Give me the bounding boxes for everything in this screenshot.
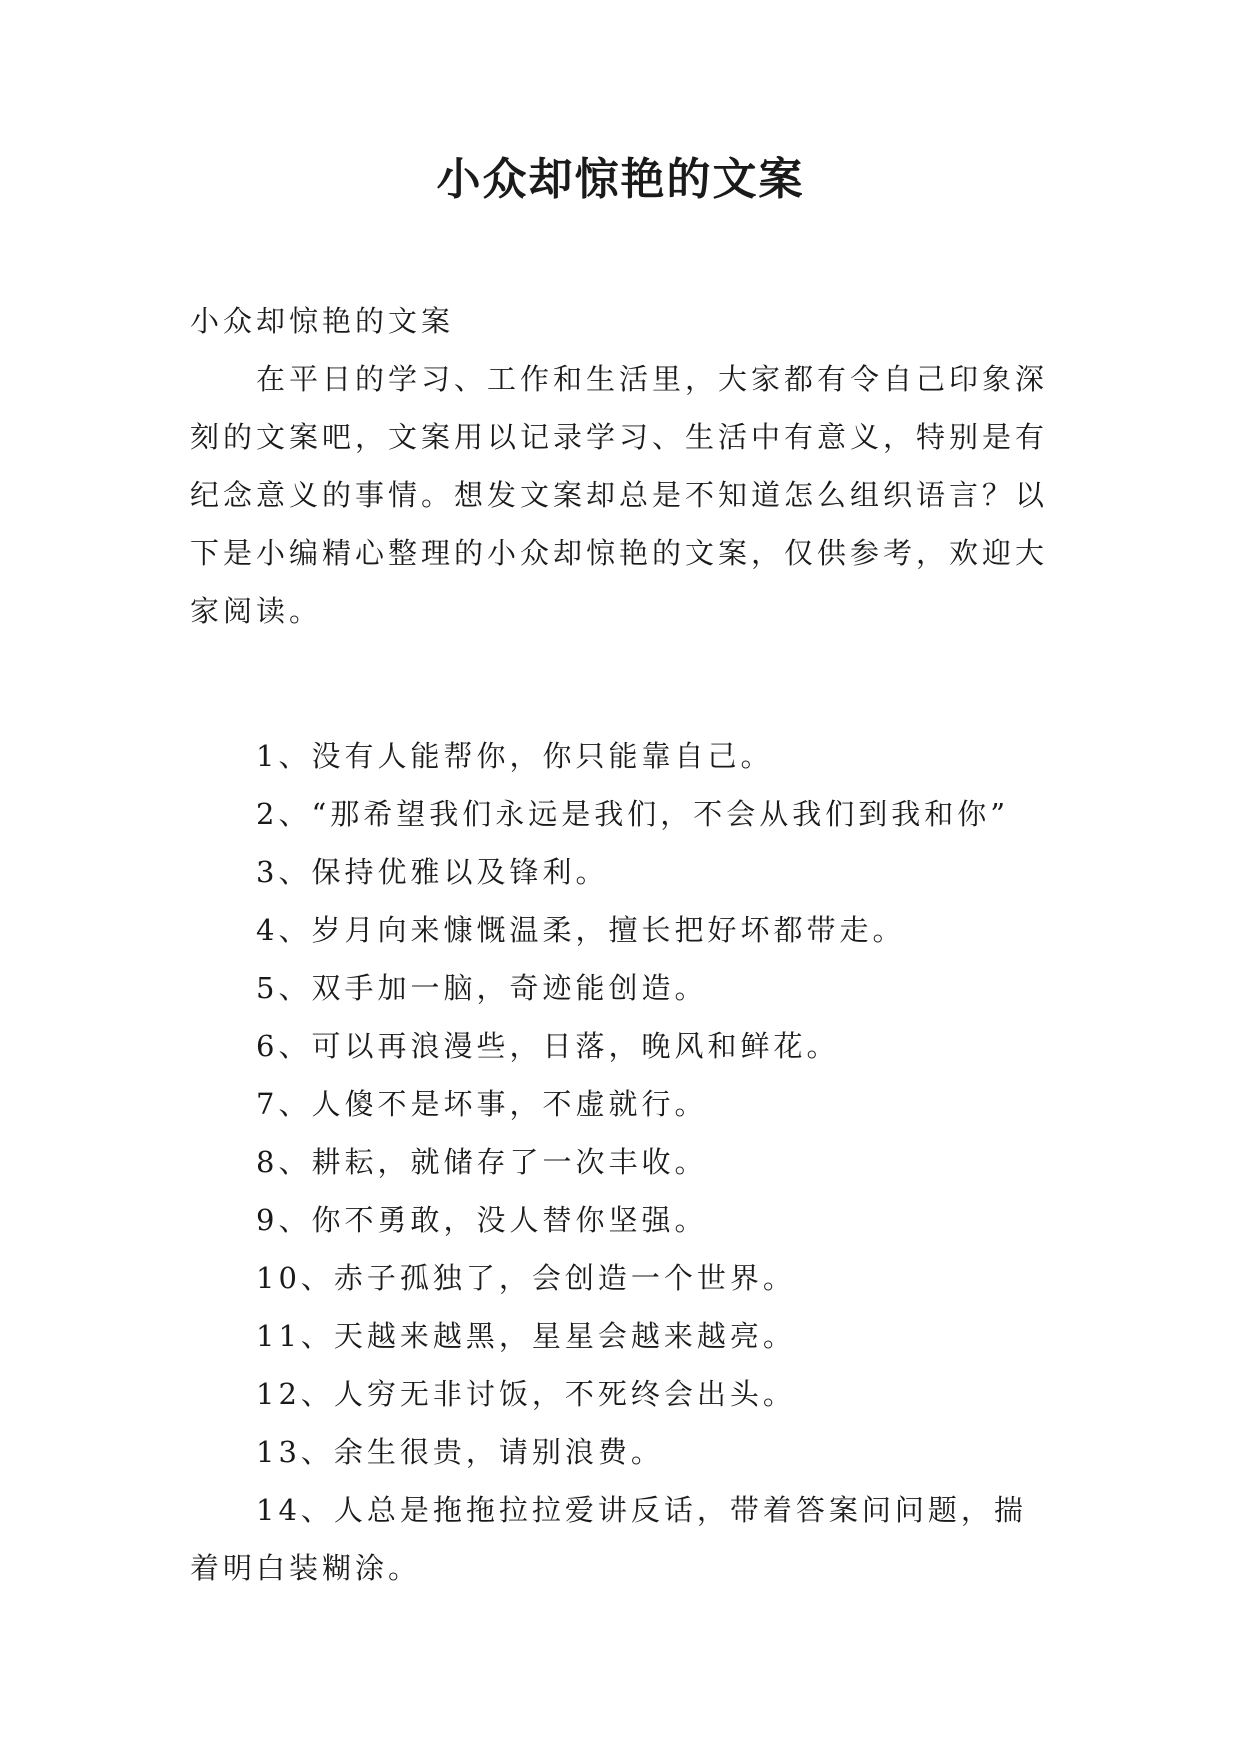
list-item: 13、余生很贵，请别浪费。 — [256, 1435, 664, 1469]
list-item: 9、你不勇敢，没人替你坚强。 — [256, 1203, 708, 1237]
list-item: 4、岁月向来慷慨温柔，擅长把好坏都带走。 — [256, 913, 906, 947]
paragraph-spacer — [190, 640, 1054, 727]
list-item: 12、人穷无非讨饭，不死终会出头。 — [256, 1377, 796, 1411]
intro-paragraph: 在平日的学习、工作和生活里，大家都有令自己印象深刻的文案吧，文案用以记录学习、生活中有意义，特别是有纪念意义的事情。想发文案却总是不知道怎么组织语言？以下是小编精心整理的小众却惊艳的文案，仅供参考，欢迎大家阅读。 — [190, 362, 1049, 628]
list-item: 11、天越来越黑，星星会越来越亮。 — [256, 1319, 796, 1353]
list-item: 10、赤子孤独了，会创造一个世界。 — [256, 1261, 796, 1295]
list-item: 3、保持优雅以及锋利。 — [256, 855, 609, 889]
document-subtitle: 小众却惊艳的文案 — [190, 304, 455, 338]
list-item: 8、耕耘，就储存了一次丰收。 — [256, 1145, 708, 1179]
list-item: 5、双手加一脑，奇迹能创造。 — [256, 971, 708, 1005]
list-item: 1、没有人能帮你，你只能靠自己。 — [256, 739, 774, 773]
document-title: 小众却惊艳的文案 — [436, 154, 805, 205]
list-item: 7、人傻不是坏事，不虚就行。 — [256, 1087, 708, 1121]
document-body — [190, 292, 1054, 1597]
list-item: 14、人总是拖拖拉拉爱讲反话，带着答案问问题，揣着明白装糊涂。 — [190, 1493, 1027, 1585]
list-item: 2、“那希望我们永远是我们，不会从我们到我和你” — [256, 797, 1010, 831]
list-item: 6、可以再浪漫些，日落，晚风和鲜花。 — [256, 1029, 840, 1063]
